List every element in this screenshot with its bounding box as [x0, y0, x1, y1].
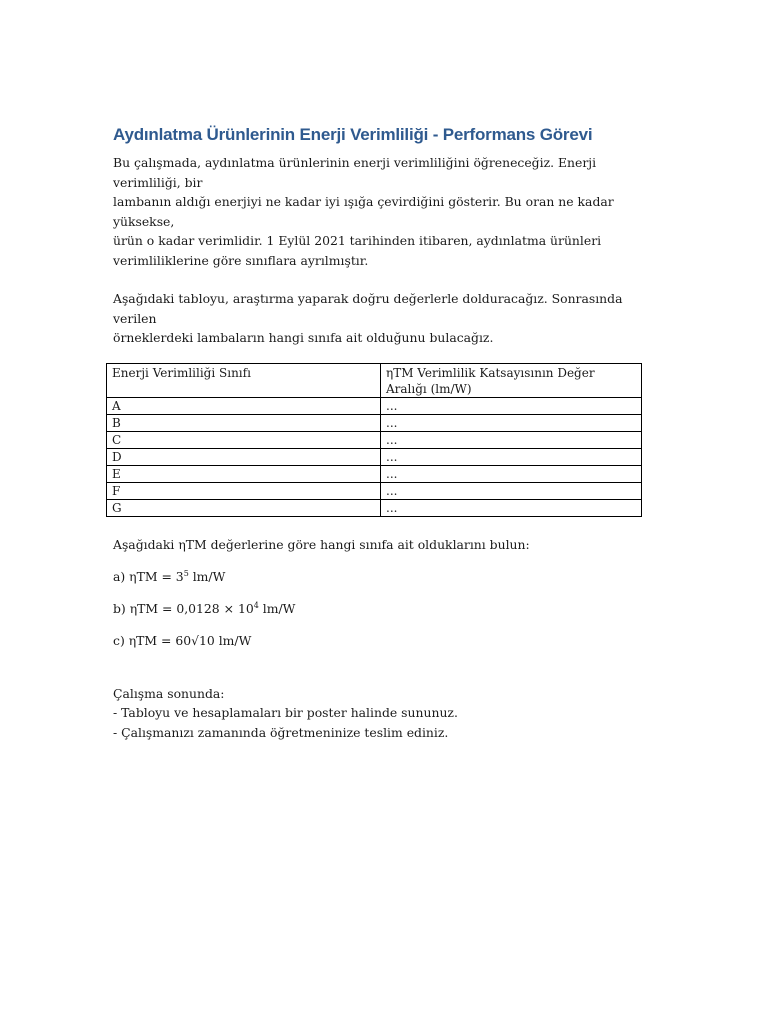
- question-a-exponent: 5: [183, 568, 189, 578]
- table-header-class: Enerji Verimliliği Sınıfı: [107, 363, 381, 397]
- table-row: [107, 431, 642, 448]
- intro-line: ürün o kadar verimlidir. 1 Eylül 2021 tarihinden itibaren, aydınlatma ürünleri: [113, 233, 602, 248]
- table-row: [107, 414, 642, 431]
- table-cell-range: ...: [381, 482, 642, 499]
- table-cell-range: ...: [381, 431, 642, 448]
- task-line: örneklerdeki lambaların hangi sınıfa ait olduğunu bulacağız.: [113, 330, 494, 345]
- document-page: [113, 124, 653, 742]
- table-row: [107, 499, 642, 516]
- table-row: [107, 465, 642, 482]
- table-header-row: [107, 363, 642, 397]
- closing-item: - Çalışmanızı zamanında öğretmeninize teslim ediniz.: [113, 724, 449, 740]
- intro-line: Bu çalışmada, aydınlatma ürünlerinin enerji verimliliğini öğreneceğiz. Enerji verimliliği, bir: [113, 155, 597, 190]
- efficiency-class-table: [106, 363, 642, 517]
- question-b-exponent: 4: [253, 600, 259, 610]
- intro-paragraph: [113, 153, 653, 270]
- intro-line: verimliliklerine göre sınıflara ayrılmıştır.: [113, 252, 369, 268]
- intro-line: lambanın aldığı enerjiyi ne kadar iyi ışığa çevirdiğini gösterir. Bu oran ne kadar yüksekse,: [113, 194, 614, 229]
- table-cell-class: D: [107, 448, 381, 465]
- question-b: [113, 599, 653, 618]
- task-line: Aşağıdaki tabloyu, araştırma yaparak doğru değerlerle dolduracağız. Sonrasında verilen: [113, 291, 623, 326]
- table-row: [107, 397, 642, 414]
- question-a-unit: lm/W: [188, 568, 226, 584]
- question-c: c) ηTM = 60√10 lm/W: [113, 632, 252, 648]
- task-paragraph: [113, 289, 653, 348]
- table-row: [107, 448, 642, 465]
- document-title: Aydınlatma Ürünlerinin Enerji Verimliliği - Performans Görevi: [113, 125, 593, 144]
- question-a: [113, 567, 653, 586]
- question-a-text: a) ηTM = 3: [113, 568, 184, 584]
- closing-section: [113, 684, 653, 743]
- table-header-range: ηTM Verimlilik Katsayısının Değer Aralığı (lm/W): [381, 363, 642, 397]
- closing-heading: Çalışma sonunda:: [113, 685, 225, 701]
- question-intro: Aşağıdaki ηTM değerlerine göre hangi sınıfa ait olduklarını bulun:: [113, 536, 530, 552]
- table-cell-range: ...: [381, 499, 642, 516]
- question-b-unit: lm/W: [258, 600, 296, 616]
- table-cell-range: ...: [381, 414, 642, 431]
- questions-section: [113, 535, 653, 650]
- table-cell-class: E: [107, 465, 381, 482]
- table-cell-class: B: [107, 414, 381, 431]
- table-cell-range: ...: [381, 448, 642, 465]
- table-cell-range: ...: [381, 397, 642, 414]
- table-row: [107, 482, 642, 499]
- table-cell-class: G: [107, 499, 381, 516]
- closing-item: - Tabloyu ve hesaplamaları bir poster halinde sununuz.: [113, 705, 458, 720]
- table-cell-class: C: [107, 431, 381, 448]
- question-b-text: b) ηTM = 0,0128 × 10: [113, 600, 254, 616]
- table-cell-class: F: [107, 482, 381, 499]
- table-cell-class: A: [107, 397, 381, 414]
- table-cell-range: ...: [381, 465, 642, 482]
